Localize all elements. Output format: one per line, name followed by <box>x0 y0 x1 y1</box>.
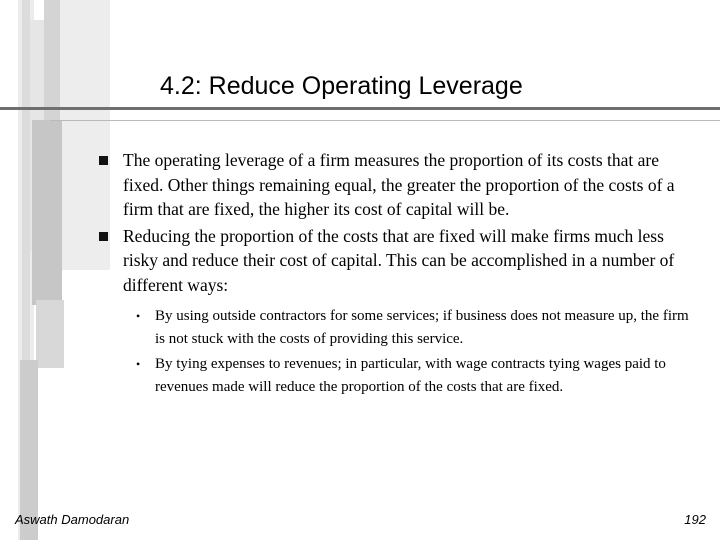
square-bullet-icon <box>99 156 108 165</box>
bullet-text: Reducing the proportion of the costs that are fixed will make firms much less risky and reduce their cost of capital. This can be accomplished in a number of different ways: <box>123 225 675 295</box>
square-bullet-icon <box>99 232 108 241</box>
sub-bullet-text: By using outside contractors for some services; if business does not measure up, the firm is not stuck with the costs of providing this service. <box>155 308 689 347</box>
bullet-item <box>96 148 696 222</box>
title-underline-secondary <box>50 120 720 121</box>
decorative-bar <box>36 300 64 368</box>
bullet-list <box>96 148 696 399</box>
decorative-bar <box>32 120 62 305</box>
dot-bullet-icon: • <box>136 309 141 323</box>
bullet-item <box>96 224 696 298</box>
sub-bullet-item <box>130 353 695 399</box>
sub-bullet-list <box>96 305 696 399</box>
bullet-text: The operating leverage of a firm measures the proportion of its costs that are fixed. Other things remaining equal, the greater the proportion of the costs of a firm that are fixed, the higher its cost of capital will be. <box>123 150 675 219</box>
sub-bullet-item <box>130 305 695 351</box>
title-underline <box>0 107 720 110</box>
slide-title: 4.2: Reduce Operating Leverage <box>160 72 523 100</box>
dot-bullet-icon: • <box>136 357 141 371</box>
footer-author: Aswath Damodaran <box>15 512 130 527</box>
page-number: 192 <box>684 512 706 527</box>
sub-bullet-text: By tying expenses to revenues; in particular, with wage contracts tying wages paid to revenues made will reduce the proportion of the costs that are fixed. <box>155 356 666 395</box>
